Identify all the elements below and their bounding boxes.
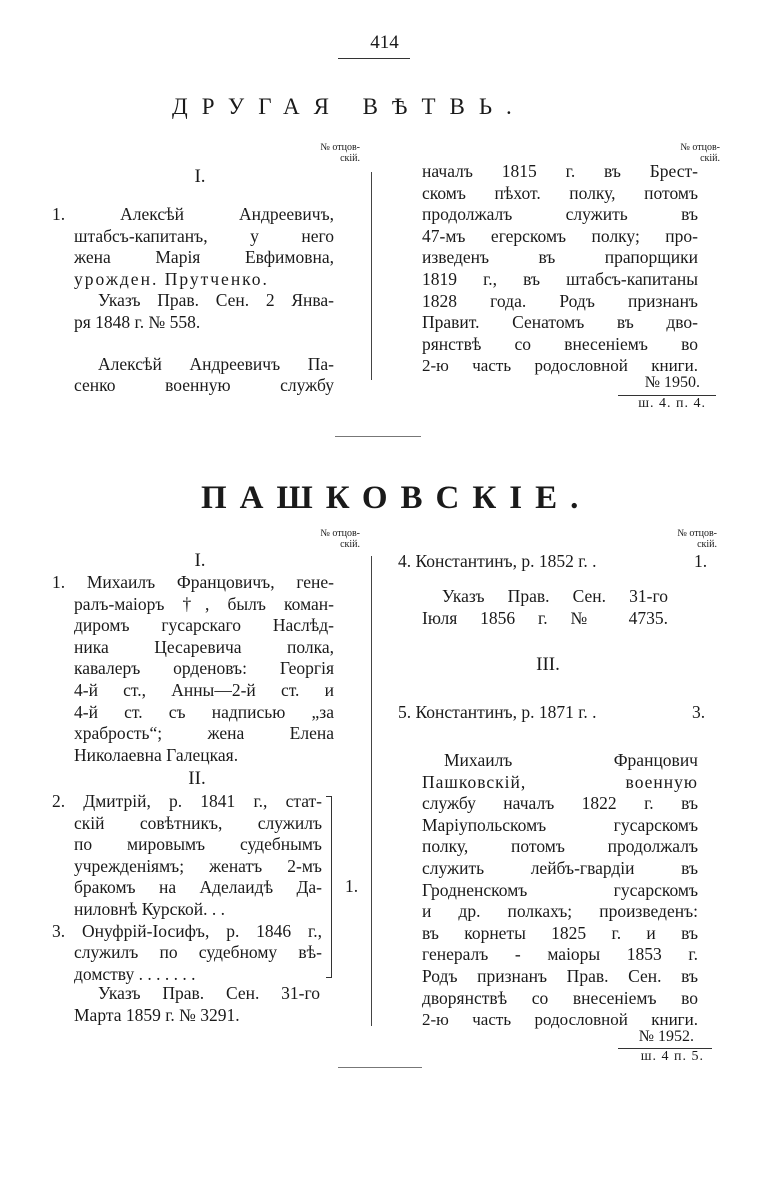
text-line: служить лейбъ-гвардіи въ: [422, 857, 698, 878]
father-number: 1.: [345, 876, 359, 896]
generation-heading: I.: [194, 166, 206, 187]
column-label-left: [290, 142, 360, 164]
text-line: 2. Дмитрій, р. 1841 г., стат-: [52, 791, 322, 811]
father-number: 1.: [694, 551, 708, 571]
entry-mikhail-biography: [422, 750, 698, 1031]
father-number: 3.: [692, 702, 706, 722]
entry-mikhail: [52, 572, 334, 766]
column-label-left: [290, 528, 360, 550]
text-line: урожден. Прутченко.: [74, 268, 269, 289]
entries-dmitrii-onufrii: [52, 791, 322, 985]
page-number-rule: [338, 58, 410, 59]
text-line: ника Цесаревича полка,: [74, 636, 334, 657]
text-line: рянствѣ со внесеніемъ во: [422, 333, 698, 354]
text-line: 2-ю часть родословной книги.: [422, 356, 698, 376]
text-line: скомъ пѣхот. полку, потомъ: [422, 182, 698, 203]
text-line: 2-ю часть родословной книги.: [422, 1010, 698, 1030]
column-label-right: [647, 528, 717, 550]
column-label-line: № отцов-: [320, 142, 360, 153]
section-title-pashkovskie: ПАШКОВСКІЕ.: [201, 480, 592, 516]
text-line: полку, потомъ продолжалъ: [422, 836, 698, 857]
column-label-line: № отцов-: [677, 528, 717, 539]
text-line: 4-й ст., Анны—2-й ст. и: [74, 679, 334, 700]
generation-heading: II.: [188, 768, 206, 789]
column-label-line: скій.: [700, 153, 720, 164]
text-line: ниловнѣ Курской. . .: [74, 898, 225, 919]
text-line: ралъ-маіоръ †, былъ коман-: [74, 593, 334, 614]
text-line: Пашковскій, военную: [422, 771, 698, 792]
reference-location: ш. 4. п. 4.: [638, 396, 706, 411]
ukaz-decree-left: [74, 983, 320, 1026]
text-line: Іюля 1856 г. № 4735.: [422, 607, 668, 628]
column-divider: [371, 556, 372, 1026]
text-line: сенко военную службу: [74, 375, 334, 396]
text-line: въ корнеты 1825 г. и въ: [422, 922, 698, 943]
text-line: по мировымъ судебнымъ: [74, 834, 322, 855]
text-line: Правит. Сенатомъ въ дво-: [422, 312, 698, 333]
text-line: 1828 года. Родъ признанъ: [422, 290, 698, 311]
page-number: 414: [370, 32, 399, 53]
text-line: 3. Онуфрій-Іосифъ, р. 1846 г.,: [52, 920, 322, 941]
grouping-brace: [326, 796, 332, 978]
text-line: Указъ Прав. Сен. 2 Янва-: [98, 290, 334, 311]
entry-konstantin-1871: 5. Константинъ, р. 1871 г. .: [398, 702, 597, 722]
text-line: учрежденіямъ; женатъ 2-мъ: [74, 855, 322, 876]
text-line: Николаевна Галецкая.: [74, 744, 239, 765]
entry-aleksei: [52, 204, 334, 397]
text-line: 4-й ст. съ надписью „за: [74, 701, 334, 722]
section-separator: [338, 1067, 422, 1068]
text-line: кавалеръ орденовъ: Георгія: [74, 658, 334, 679]
text-line: генералъ - маіоры 1853 г.: [422, 944, 698, 965]
column-label-line: скій.: [340, 539, 360, 550]
text-line: служилъ по судебному вѣ-: [74, 942, 322, 963]
column-label-line: скій.: [340, 153, 360, 164]
text-line: Родъ признанъ Прав. Сен. въ: [422, 965, 698, 986]
column-label-line: № отцов-: [320, 528, 360, 539]
text-line: диромъ гусарскаго Наслѣд-: [74, 615, 334, 636]
text-line: Маріупольскомъ гусарскомъ: [422, 814, 698, 835]
text-line: дворянствѣ со внесеніемъ во: [422, 987, 698, 1008]
reference-number: № 1952.: [638, 1028, 694, 1045]
generation-heading: III.: [536, 654, 560, 675]
text-line: 1. Алексѣй Андреевичъ,: [52, 204, 334, 224]
text-line: жена Марія Евфимовна,: [74, 247, 334, 268]
generation-heading: I.: [194, 550, 206, 571]
text-line: изведенъ въ прапорщики: [422, 247, 698, 268]
text-line: Указъ Прав. Сен. 31-го: [442, 586, 668, 606]
text-line: началъ 1815 г. въ Брест-: [422, 161, 698, 181]
text-line: храбрость“; жена Елена: [74, 723, 334, 744]
text-line: Марта 1859 г. № 3291.: [74, 1004, 240, 1025]
column-label-line: № отцов-: [680, 142, 720, 153]
text-line: службу началъ 1822 г. въ: [422, 793, 698, 814]
entry-konstantin-1852: 4. Константинъ, р. 1852 г. .: [398, 551, 597, 571]
text-line: Алексѣй Андреевичъ Па-: [98, 353, 334, 374]
text-line: бракомъ на Аделаидѣ Да-: [74, 877, 322, 898]
text-line: и др. полкахъ; произведенъ:: [422, 901, 698, 922]
reference-location: ш. 4 п. 5.: [640, 1049, 704, 1064]
section-title-other-branch: ДРУГАЯ ВѢТВЬ.: [172, 94, 526, 119]
column-label-line: скій.: [697, 539, 717, 550]
text-line: Указъ Прав. Сен. 31-го: [98, 983, 320, 1003]
text-line: 47-мъ егерскомъ полку; про-: [422, 225, 698, 246]
entry-aleksei-continued: [422, 161, 698, 377]
text-line: скій совѣтникъ, служилъ: [74, 812, 322, 833]
text-line: Михаилъ Францович: [444, 750, 698, 770]
reference-number: № 1950.: [644, 374, 700, 391]
ukaz-decree-right: [422, 586, 668, 629]
text-line: штабсъ-капитанъ, у него: [74, 225, 334, 246]
column-divider: [371, 172, 372, 380]
text-line: продолжалъ служить въ: [422, 204, 698, 225]
text-line: домству . . . . . . .: [74, 963, 196, 984]
section-separator: [335, 436, 421, 437]
text-line: 1819 г., въ штабсъ-капитаны: [422, 268, 698, 289]
text-line: ря 1848 г. № 558.: [74, 311, 201, 332]
text-line: 1. Михаилъ Францовичъ, гене-: [52, 572, 334, 592]
text-line: Гродненскомъ гусарскомъ: [422, 879, 698, 900]
